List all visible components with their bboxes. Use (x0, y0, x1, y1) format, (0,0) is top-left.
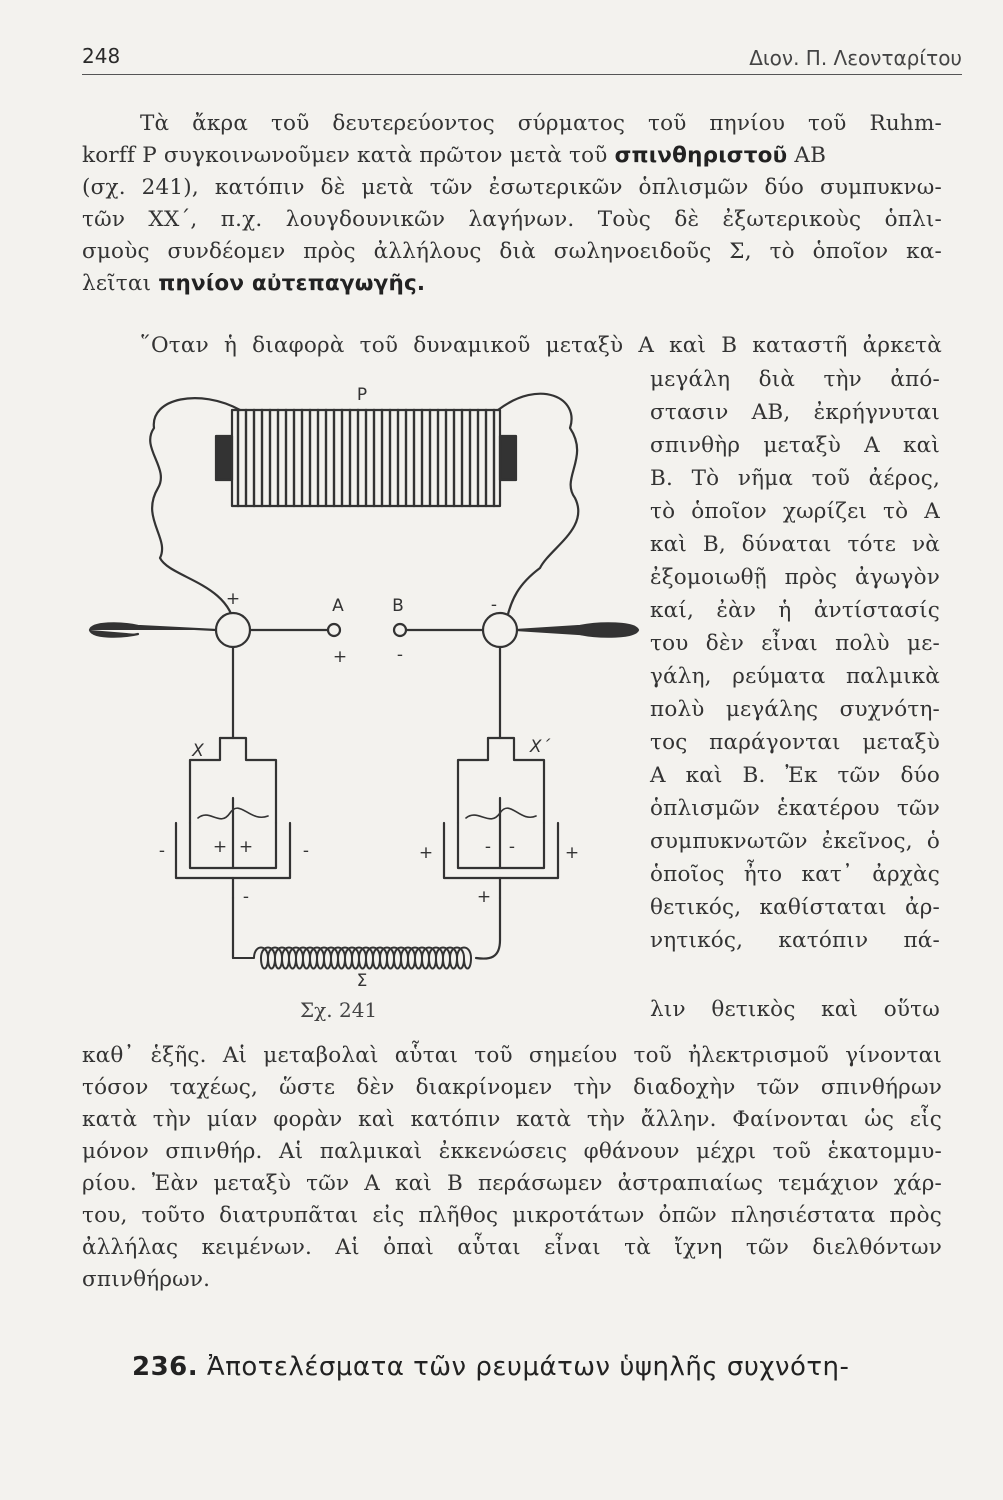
label-minus-left-right: - (302, 841, 310, 861)
paragraph1-line-3: (σχ. 241), κατόπιν δὲ μετὰ τῶν ἐσωτερικῶν ὁπλισμῶν δύο συμπυκνω- (82, 175, 942, 200)
figure-caption: Σχ. 241 (300, 998, 378, 1022)
page-header (82, 40, 962, 75)
narrow-line: ὁπλισμῶν ἑκατέρου τῶν (650, 796, 940, 821)
label-capacitor-x: X (192, 741, 204, 761)
paragraph1-line-6 (82, 268, 942, 300)
label-plus-left-inner-2: + (238, 837, 254, 857)
narrow-line: ὁποῖος ἦτο κατ᾽ ἀρχὰς (650, 862, 940, 887)
label-plus-left-terminal: + (225, 589, 241, 609)
label-plus-right-outer: + (418, 843, 434, 863)
label-coil-p: P (356, 385, 368, 405)
narrow-line: καὶ B, δύναται τότε νὰ (650, 532, 940, 557)
narrow-line: καί, ἐὰν ἡ ἀντίστασίς (650, 598, 940, 623)
narrow-line: του δὲν εἶναι πολὺ με- (650, 631, 940, 656)
solenoid-coil (233, 948, 471, 969)
section-number: 236. (132, 1352, 199, 1382)
label-plus-a: + (332, 647, 348, 667)
section-heading (132, 1352, 932, 1382)
paragraph2-line-1: ῞Οταν ἡ διαφορὰ τοῦ δυναμικοῦ μεταξὺ A καὶ B καταστῆ ἀρκετὰ (140, 333, 942, 358)
spark-ball-a (328, 624, 340, 636)
label-minus-right-inner-1: - (484, 837, 492, 857)
narrow-line: σπινθὴρ μεταξὺ A καὶ (650, 433, 940, 458)
left-capacitor (176, 738, 290, 898)
narrow-line: μεγάλη διὰ τὴν ἀπό- (650, 367, 940, 392)
label-minus-left-outer: - (158, 841, 166, 861)
right-handle-icon (517, 623, 638, 636)
paragraph1-line-1: Τὰ ἄκρα τοῦ δευτερεύοντος σύρματος τοῦ πηνίου τοῦ Ruhm- (140, 111, 942, 136)
coil-right-cap (500, 436, 516, 480)
label-capacitor-x-prime: X΄ (529, 737, 551, 757)
solenoid-right-wire (476, 898, 500, 959)
label-minus-right-terminal: - (490, 595, 498, 615)
paragraph2-full-line: καθ᾽ ἑξῆς. Αἱ μεταβολαὶ αὗται τοῦ σημείου τοῦ ἠλεκτρισμοῦ γίνονται (82, 1043, 942, 1068)
spark-ball-b (394, 624, 406, 636)
paragraph1-line-4: τῶν XX΄, π.χ. λουγδουνικῶν λαγήνων. Τοὺς δὲ ἐξωτερικοὺς ὁπλι- (82, 207, 942, 232)
narrow-line: ἐξομοιωθῇ πρὸς ἀγωγὸν (650, 565, 940, 590)
paragraph2-full-line: τόσον ταχέως, ὥστε δὲν διακρίνομεν τὴν διαδοχὴν τῶν σπινθήρων (82, 1075, 942, 1100)
spark-gap-term: σπινθηριστοῦ (614, 143, 788, 168)
paragraph2-full-line: ἀλλήλας κειμένων. Αἱ ὀπαὶ αὗται εἶναι τὰ ἴχνη τῶν διελθόντων (82, 1235, 942, 1260)
paragraph1-line-5: σμοὺς συνδέομεν πρὸς ἀλλήλους διὰ σωληνοειδοῦς Σ, τὸ ὁποῖον κα- (82, 239, 942, 264)
narrow-line: συμπυκνωτῶν ἐκεῖνος, ὁ (650, 829, 940, 854)
right-lead-wire (498, 394, 578, 628)
induction-coil-term: πηνίον αὐτεπαγωγῆς. (158, 271, 426, 296)
narrow-line: B. Τὸ νῆμα τοῦ ἀέρος, (650, 466, 940, 491)
label-minus-left-bottom: - (242, 887, 250, 907)
label-b: B (392, 596, 404, 616)
label-a: A (332, 596, 344, 616)
label-plus-left-inner-1: + (212, 837, 228, 857)
narrow-line: γάλη, ρεύματα παλμικὰ (650, 664, 940, 689)
coil-left-cap (216, 436, 232, 480)
label-plus-right-right: + (564, 843, 580, 863)
narrow-line: A καὶ B. Ἐκ τῶν δύο (650, 763, 940, 788)
narrow-line: πολὺ μεγάλης συχνότη- (650, 697, 940, 722)
label-minus-right-inner-2: - (508, 837, 516, 857)
paragraph2-full-line: μόνον σπινθήρ. Αἱ παλμικαὶ ἐκκενώσεις φθάνουν μέχρι τοῦ ἑκατομμυ- (82, 1139, 942, 1164)
narrow-line: νητικός, κατόπιν πά- (650, 928, 940, 953)
label-solenoid-sigma: Σ (356, 971, 368, 988)
label-plus-right-bottom: + (476, 887, 492, 907)
narrow-line: τος παράγονται μεταξὺ (650, 730, 940, 755)
paragraph2-full-line: ρίου. Ἐὰν μεταξὺ τῶν A καὶ B περάσωμεν ἀστραπιαίως τεμάχιον χάρ- (82, 1171, 942, 1196)
narrow-line: τὸ ὁποῖον χωρίζει τὸ A (650, 499, 940, 524)
running-head: Διον. Π. Λεονταρίτου (749, 46, 962, 70)
left-handle-icon (90, 623, 216, 636)
paragraph1-line-2-text: korff P συγκοινωνοῦμεν κατὰ πρῶτον μετὰ τοῦ (82, 143, 615, 168)
narrow-line: στασιν AB, ἐκρήγνυται (650, 400, 940, 425)
paragraph1-line-6-text: λεῖται (82, 271, 159, 296)
narrow-line: λιν θετικὸς καὶ οὕτω (650, 997, 940, 1022)
paragraph2-full-line: κατὰ τὴν μίαν φορὰν καὶ κατόπιν κατὰ τὴν ἄλλην. Φαίνονται ὡς εἷς (82, 1107, 942, 1132)
paragraph1-line-2-tail: AB (787, 143, 827, 168)
left-terminal (216, 613, 250, 647)
paragraph1-line-2 (82, 140, 942, 172)
paragraph2-full-line: του, τοῦτο διατρυπᾶται εἰς πλῆθος μικροτάτων ὀπῶν πλησιέστατα πρὸς (82, 1203, 942, 1228)
narrow-line: θετικός, καθίσταται ἀρ- (650, 895, 940, 920)
label-minus-b: - (396, 645, 404, 665)
right-terminal (483, 613, 517, 647)
right-capacitor (444, 738, 558, 898)
circuit-diagram (80, 368, 640, 988)
section-title: Ἀποτελέσματα τῶν ρευμάτων ὑψηλῆς συχνότη- (206, 1352, 850, 1382)
page-number: 248 (82, 44, 121, 68)
paragraph2-full-line: σπινθήρων. (82, 1267, 211, 1292)
